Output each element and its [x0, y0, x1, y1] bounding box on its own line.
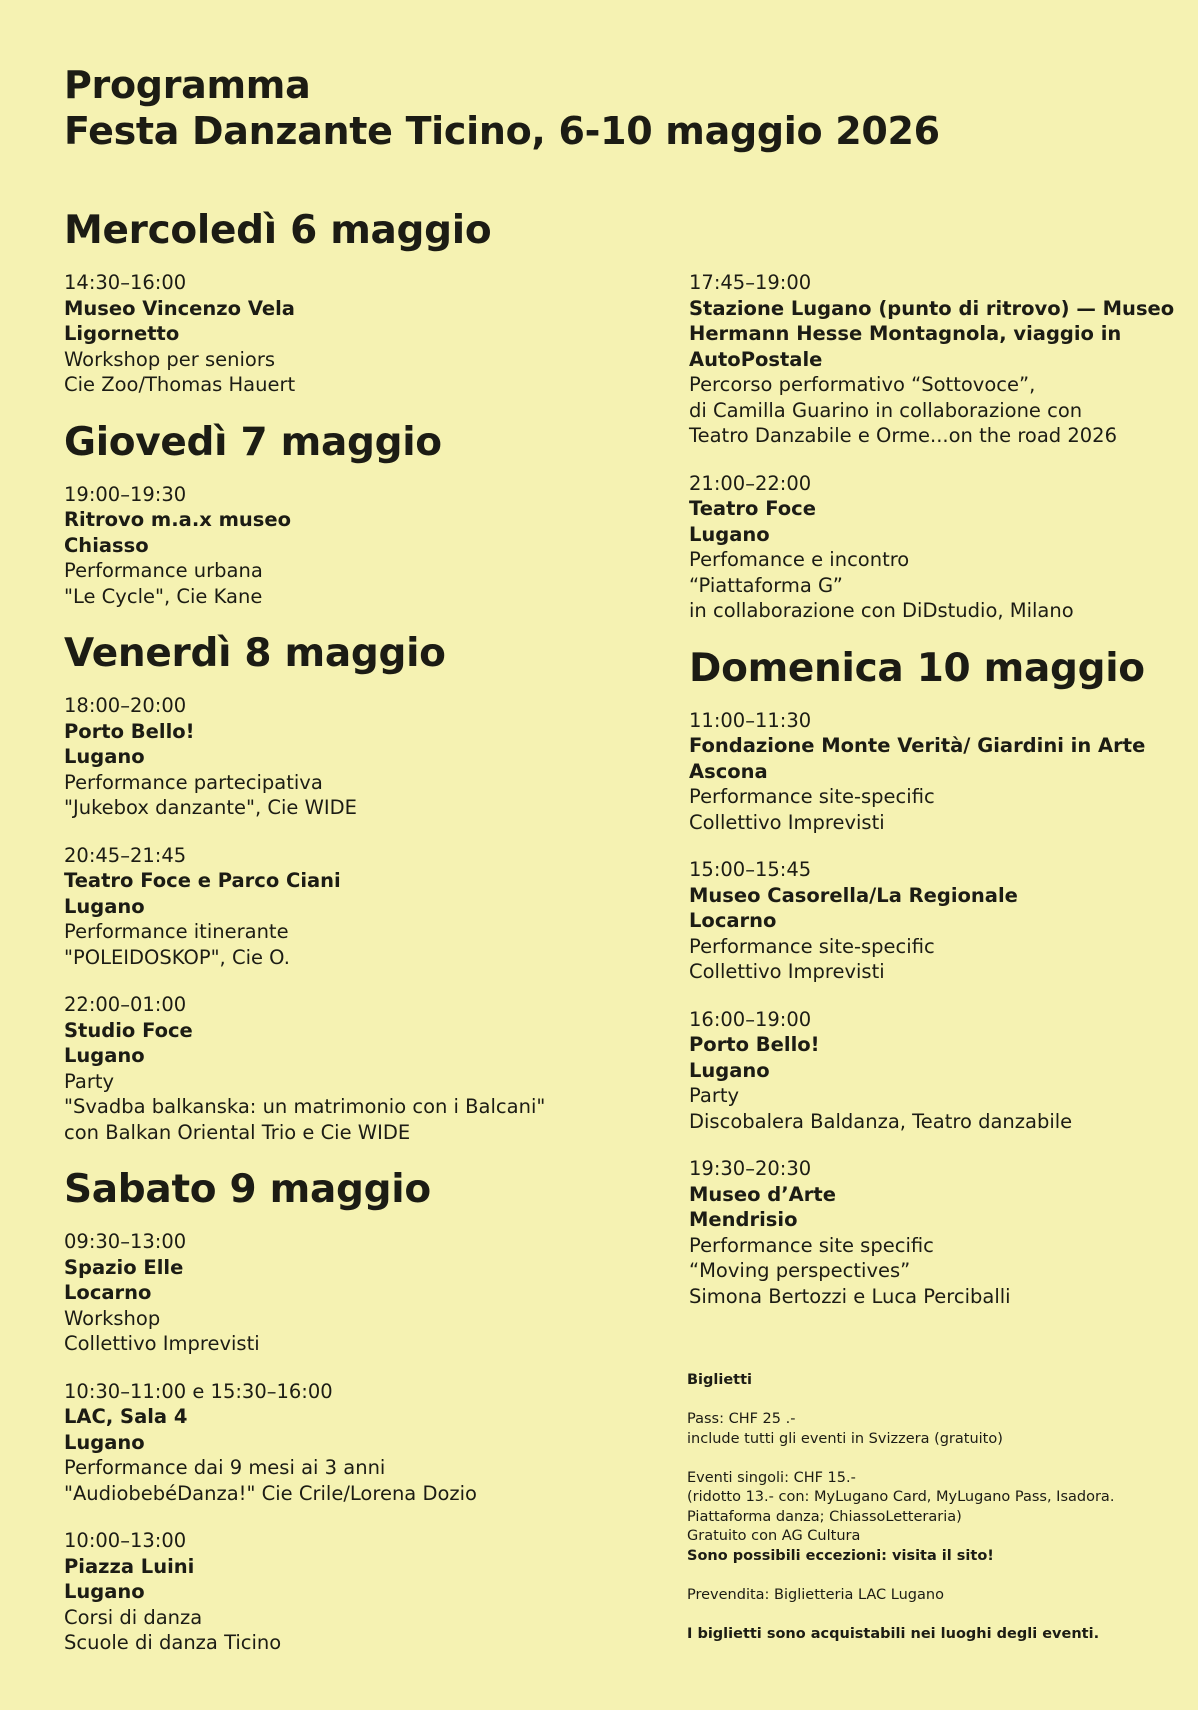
event-item — [689, 708, 1189, 836]
event-item — [64, 693, 624, 821]
event-item — [64, 270, 624, 398]
event-venue: Hermann Hesse Montagnola, viaggio in — [689, 322, 1122, 345]
day-thursday — [64, 420, 624, 610]
single-price: Eventi singoli: CHF 15.- — [687, 1469, 856, 1486]
event-description: Teatro Danzabile e Orme...on the road 2026 — [689, 424, 1117, 447]
event-description: di Camilla Guarino in collaborazione con — [689, 398, 1083, 422]
event-description: Workshop per seniors — [64, 347, 276, 371]
event-description: "Svadba balkanska: un matrimonio con i Balcani" — [64, 1095, 546, 1118]
event-description: Collettivo Imprevisti — [689, 960, 885, 983]
event-venue: Stazione Lugano (punto di ritrovo) — Museo — [689, 296, 1175, 320]
event-time: 19:30–20:30 — [689, 1157, 812, 1180]
event-city: Lugano — [689, 522, 770, 546]
event-venue: Teatro Foce — [689, 497, 816, 520]
event-description: Party — [64, 1069, 115, 1093]
event-description: Performance site-specific — [689, 785, 935, 808]
spacer — [687, 1566, 1187, 1586]
day-sunday — [689, 646, 1189, 1310]
event-venue: Museo Casorella/La Regionale — [689, 883, 1018, 907]
event-item — [689, 270, 1189, 449]
event-time: 17:45–19:00 — [689, 271, 812, 294]
event-item — [64, 992, 624, 1145]
event-description: "Le Cycle", Cie Kane — [64, 584, 263, 608]
event-description: "POLEIDOSKOP", Cie O. — [64, 945, 290, 969]
event-city: Lugano — [64, 894, 145, 918]
event-description: Workshop — [64, 1306, 161, 1330]
event-description: Collettivo Imprevisti — [64, 1332, 260, 1355]
event-city: Mendrisio — [689, 1208, 798, 1231]
single-free: Gratuito con AG Cultura — [687, 1528, 861, 1544]
event-time: 19:00–19:30 — [64, 482, 187, 506]
event-item — [64, 482, 624, 610]
event-city: Lugano — [64, 1580, 145, 1603]
event-description: “Moving perspectives” — [689, 1259, 911, 1282]
event-item — [64, 1229, 624, 1357]
event-description: Perfomance e incontro — [689, 548, 910, 571]
day-heading: Sabato 9 maggio — [64, 1167, 431, 1212]
event-time: 16:00–19:00 — [689, 1007, 812, 1031]
event-description: Performance dai 9 mesi ai 3 anni — [64, 1456, 386, 1479]
page-title — [64, 62, 940, 154]
presale-note: Prevendita: Biglietteria LAC Lugano — [687, 1586, 944, 1603]
single-reduced: (ridotto 13.- con: MyLugano Card, MyLugano Pass, Isadora. — [687, 1489, 1115, 1505]
day-wednesday — [64, 208, 624, 398]
event-time: 14:30–16:00 — [64, 271, 187, 294]
event-venue: Teatro Foce e Parco Ciani — [64, 869, 341, 892]
event-description: "AudiobebéDanza!" Cie Crile/Lorena Dozio — [64, 1481, 477, 1505]
event-description: Performance partecipativa — [64, 770, 323, 794]
event-description: in collaborazione con DiDstudio, Milano — [689, 599, 1074, 622]
tickets-heading: Biglietti — [687, 1372, 753, 1388]
event-description: Cie Zoo/Thomas Hauert — [64, 373, 296, 396]
event-description: Percorso performativo “Sottovoce”, — [689, 373, 1036, 396]
event-item — [64, 1528, 624, 1656]
event-city: Locarno — [689, 909, 777, 932]
title-line-1: Programma — [64, 63, 311, 107]
event-venue: Piazza Luini — [64, 1554, 195, 1578]
right-column — [689, 270, 1189, 1331]
event-time: 15:00–15:45 — [689, 858, 812, 881]
event-description: Performance urbana — [64, 559, 263, 582]
spacer — [687, 1605, 1187, 1625]
event-description: con Balkan Oriental Trio e Cie WIDE — [64, 1120, 411, 1144]
event-venue: LAC, Sala 4 — [64, 1405, 188, 1428]
event-description: “Piattaforma G” — [689, 573, 843, 597]
event-venue: Porto Bello! — [64, 719, 195, 743]
event-time: 20:45–21:45 — [64, 843, 187, 867]
event-city: Chiasso — [64, 533, 149, 557]
event-city: Lugano — [689, 1058, 770, 1082]
title-line-2: Festa Danzante Ticino, 6-10 maggio 2026 — [64, 109, 940, 153]
event-city: Ascona — [689, 759, 768, 783]
event-city: Lugano — [64, 1044, 145, 1067]
day-saturday — [64, 1167, 624, 1656]
event-city: Lugano — [64, 745, 145, 768]
pass-price: Pass: CHF 25 .- — [687, 1411, 796, 1427]
event-item — [64, 1379, 624, 1507]
onsite-note: I biglietti sono acquistabili nei luoghi degli eventi. — [687, 1625, 1100, 1642]
event-venue: Museo Vincenzo Vela — [64, 296, 295, 320]
day-friday — [64, 631, 624, 1145]
day-heading: Mercoledì 6 maggio — [64, 208, 492, 253]
pass-note: include tutti gli eventi in Svizzera (gratuito) — [687, 1430, 1003, 1447]
event-item — [689, 471, 1189, 624]
event-description: Performance itinerante — [64, 920, 289, 943]
exceptions-note: Sono possibili eccezioni: visita il sito! — [687, 1547, 994, 1564]
event-item — [689, 857, 1189, 985]
day-heading: Venerdì 8 maggio — [64, 631, 446, 676]
event-description: Discobalera Baldanza, Teatro danzabile — [689, 1109, 1073, 1133]
day-heading: Domenica 10 maggio — [689, 645, 1145, 691]
event-venue: Spazio Elle — [64, 1255, 184, 1279]
day-heading: Giovedì 7 maggio — [64, 419, 442, 465]
event-time: 18:00–20:00 — [64, 694, 187, 717]
event-description: Performance site-specific — [689, 934, 935, 958]
event-description: Scuole di danza Ticino — [64, 1631, 282, 1654]
event-item — [689, 1007, 1189, 1135]
event-item — [689, 1156, 1189, 1309]
event-description: "Jukebox danzante", Cie WIDE — [64, 796, 357, 819]
event-time: 11:00–11:30 — [689, 708, 812, 732]
event-city: Locarno — [64, 1281, 152, 1304]
event-time: 10:30–11:00 e 15:30–16:00 — [64, 1379, 333, 1403]
event-city: Lugano — [64, 1430, 145, 1454]
spacer — [687, 1449, 1187, 1469]
event-item — [64, 843, 624, 971]
event-venue: Studio Foce — [64, 1018, 193, 1042]
event-time: 21:00–22:00 — [689, 471, 812, 495]
event-description: Simona Bertozzi e Luca Perciballi — [689, 1284, 1011, 1308]
event-venue: Fondazione Monte Verità/ Giardini in Arte — [689, 734, 1146, 757]
event-description: Collettivo Imprevisti — [689, 810, 885, 834]
event-time: 22:00–01:00 — [64, 993, 187, 1016]
event-description: Corsi di danza — [64, 1605, 203, 1629]
single-reduced-cont: Piattaforma danza; ChiassoLetteraria) — [687, 1508, 962, 1525]
event-venue: Porto Bello! — [689, 1033, 820, 1056]
event-time: 10:00–13:00 — [64, 1529, 187, 1552]
event-description: Party — [689, 1084, 740, 1107]
event-venue: Museo d’Arte — [689, 1182, 836, 1206]
spacer — [687, 1391, 1187, 1411]
event-time: 09:30–13:00 — [64, 1230, 187, 1253]
event-venue: Ritrovo m.a.x museo — [64, 508, 292, 531]
left-column — [64, 208, 624, 1678]
tickets-info — [687, 1371, 1187, 1644]
event-city: Ligornetto — [64, 322, 180, 345]
event-description: Performance site specific — [689, 1233, 934, 1257]
event-venue: AutoPostale — [689, 347, 823, 371]
